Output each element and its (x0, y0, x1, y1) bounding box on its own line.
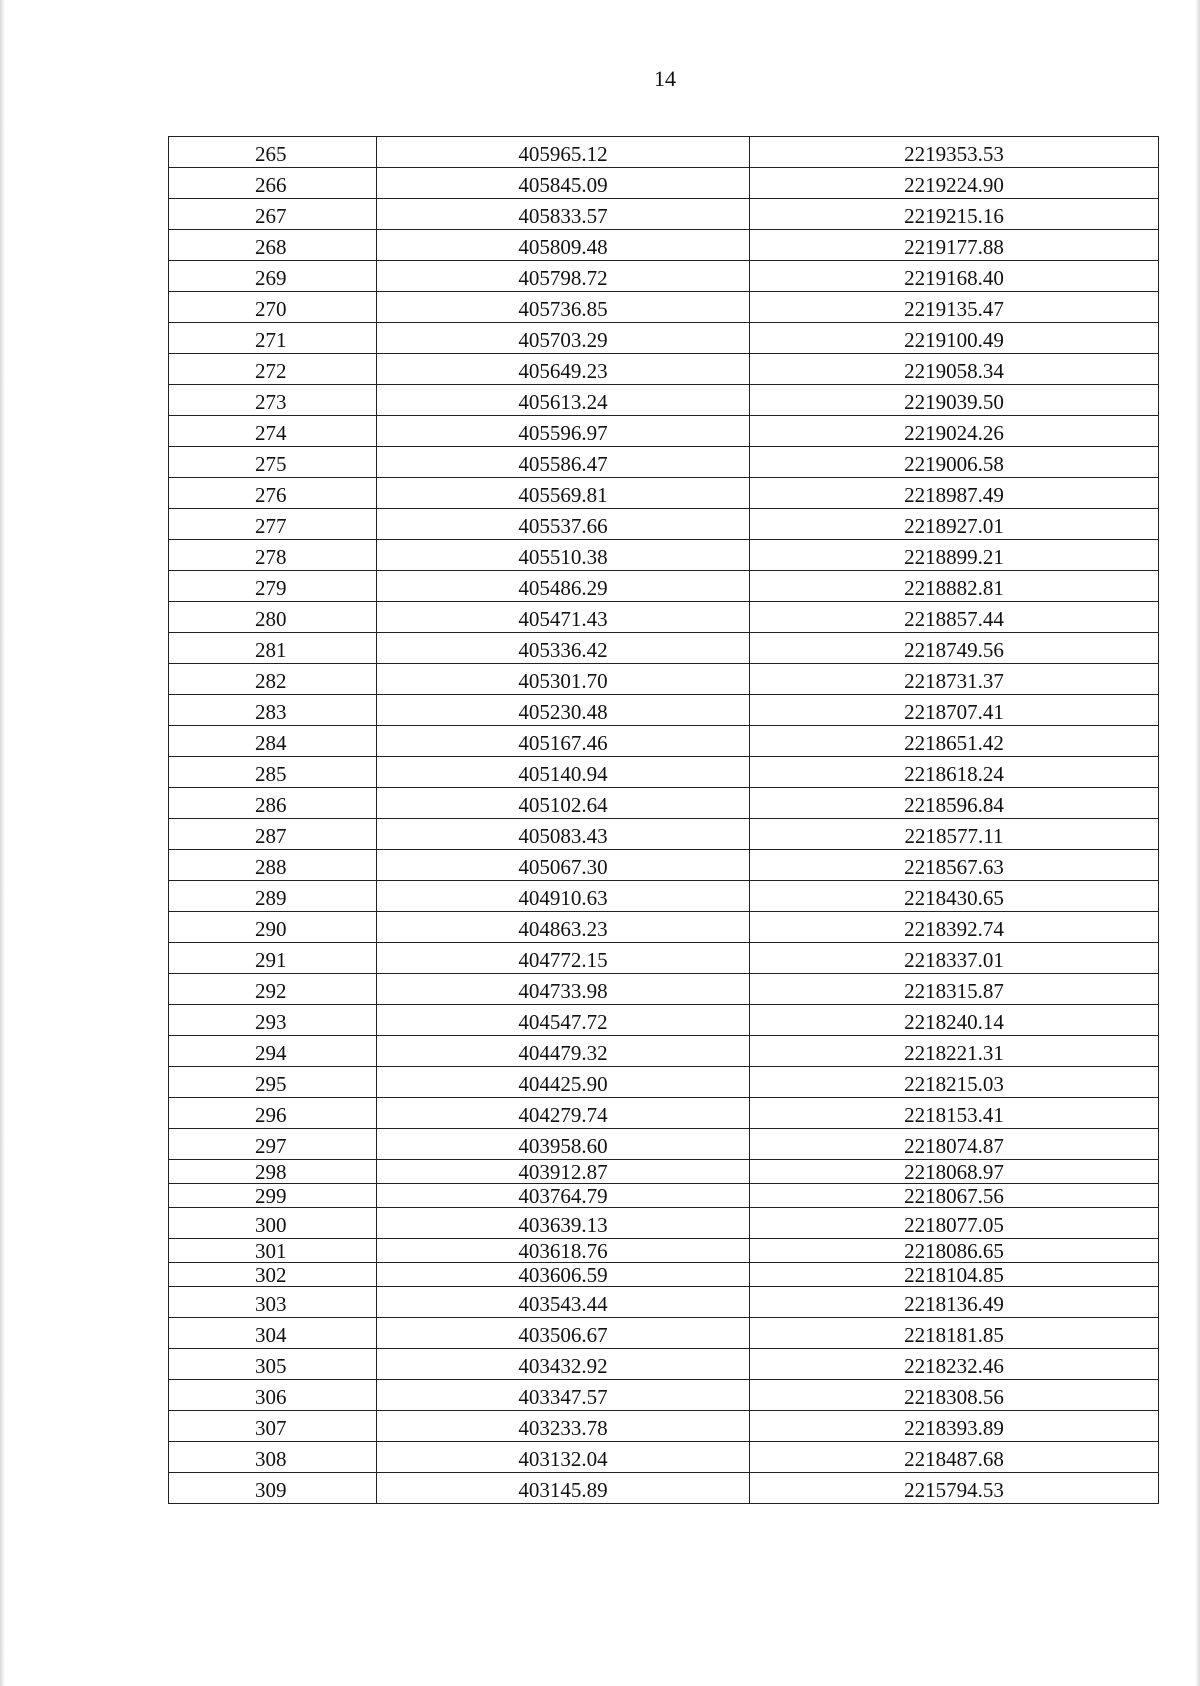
y-coordinate-cell: 2219135.47 (750, 292, 1159, 323)
point-number-cell: 274 (169, 416, 377, 447)
table-row (169, 943, 1159, 974)
y-coordinate-cell: 2218618.24 (750, 757, 1159, 788)
table-row (169, 974, 1159, 1005)
y-coordinate-cell: 2218315.87 (750, 974, 1159, 1005)
y-coordinate-cell: 2219006.58 (750, 447, 1159, 478)
table-row (169, 1184, 1159, 1208)
table-row (169, 1263, 1159, 1287)
table-row (169, 1208, 1159, 1239)
table-row (169, 1239, 1159, 1263)
x-coordinate-cell: 405569.81 (377, 478, 750, 509)
point-number-cell: 265 (169, 137, 377, 168)
table-row (169, 230, 1159, 261)
x-coordinate-cell: 405140.94 (377, 757, 750, 788)
x-coordinate-cell: 403506.67 (377, 1318, 750, 1349)
table-row (169, 1160, 1159, 1184)
table-row (169, 323, 1159, 354)
y-coordinate-cell: 2218651.42 (750, 726, 1159, 757)
y-coordinate-cell: 2219039.50 (750, 385, 1159, 416)
x-coordinate-cell: 405301.70 (377, 664, 750, 695)
table-row (169, 1098, 1159, 1129)
y-coordinate-cell: 2218927.01 (750, 509, 1159, 540)
point-number-cell: 267 (169, 199, 377, 230)
x-coordinate-cell: 403618.76 (377, 1239, 750, 1263)
x-coordinate-cell: 405471.43 (377, 602, 750, 633)
x-coordinate-cell: 403958.60 (377, 1129, 750, 1160)
x-coordinate-cell: 404772.15 (377, 943, 750, 974)
point-number-cell: 282 (169, 664, 377, 695)
table-row (169, 1005, 1159, 1036)
point-number-cell: 266 (169, 168, 377, 199)
point-number-cell: 304 (169, 1318, 377, 1349)
x-coordinate-cell: 405596.97 (377, 416, 750, 447)
point-number-cell: 285 (169, 757, 377, 788)
point-number-cell: 276 (169, 478, 377, 509)
x-coordinate-cell: 403543.44 (377, 1287, 750, 1318)
table-row (169, 726, 1159, 757)
y-coordinate-cell: 2218392.74 (750, 912, 1159, 943)
y-coordinate-cell: 2219058.34 (750, 354, 1159, 385)
x-coordinate-cell: 405833.57 (377, 199, 750, 230)
y-coordinate-cell: 2218068.97 (750, 1160, 1159, 1184)
point-number-cell: 286 (169, 788, 377, 819)
table-row (169, 447, 1159, 478)
point-number-cell: 308 (169, 1442, 377, 1473)
y-coordinate-cell: 2218077.05 (750, 1208, 1159, 1239)
point-number-cell: 289 (169, 881, 377, 912)
y-coordinate-cell: 2218221.31 (750, 1036, 1159, 1067)
table-row (169, 1036, 1159, 1067)
y-coordinate-cell: 2218308.56 (750, 1380, 1159, 1411)
y-coordinate-cell: 2218393.89 (750, 1411, 1159, 1442)
table-row (169, 788, 1159, 819)
x-coordinate-cell: 403233.78 (377, 1411, 750, 1442)
y-coordinate-cell: 2218882.81 (750, 571, 1159, 602)
x-coordinate-cell: 405510.38 (377, 540, 750, 571)
scan-edge-left (0, 0, 5, 1686)
point-number-cell: 297 (169, 1129, 377, 1160)
table-row (169, 602, 1159, 633)
table-row (169, 633, 1159, 664)
y-coordinate-cell: 2218899.21 (750, 540, 1159, 571)
table-row (169, 819, 1159, 850)
x-coordinate-cell: 405586.47 (377, 447, 750, 478)
x-coordinate-cell: 405537.66 (377, 509, 750, 540)
y-coordinate-cell: 2218707.41 (750, 695, 1159, 726)
point-number-cell: 271 (169, 323, 377, 354)
x-coordinate-cell: 403912.87 (377, 1160, 750, 1184)
point-number-cell: 303 (169, 1287, 377, 1318)
point-number-cell: 270 (169, 292, 377, 323)
y-coordinate-cell: 2218749.56 (750, 633, 1159, 664)
x-coordinate-cell: 404863.23 (377, 912, 750, 943)
y-coordinate-cell: 2219177.88 (750, 230, 1159, 261)
coordinate-table-body (169, 137, 1159, 1504)
point-number-cell: 300 (169, 1208, 377, 1239)
table-row (169, 571, 1159, 602)
table-row (169, 1411, 1159, 1442)
table-row (169, 664, 1159, 695)
x-coordinate-cell: 405965.12 (377, 137, 750, 168)
point-number-cell: 305 (169, 1349, 377, 1380)
y-coordinate-cell: 2218857.44 (750, 602, 1159, 633)
point-number-cell: 299 (169, 1184, 377, 1208)
y-coordinate-cell: 2218987.49 (750, 478, 1159, 509)
y-coordinate-cell: 2218487.68 (750, 1442, 1159, 1473)
x-coordinate-cell: 405067.30 (377, 850, 750, 881)
point-number-cell: 269 (169, 261, 377, 292)
y-coordinate-cell: 2218181.85 (750, 1318, 1159, 1349)
table-row (169, 1473, 1159, 1504)
y-coordinate-cell: 2218232.46 (750, 1349, 1159, 1380)
x-coordinate-cell: 403432.92 (377, 1349, 750, 1380)
point-number-cell: 301 (169, 1239, 377, 1263)
table-row (169, 1067, 1159, 1098)
y-coordinate-cell: 2219168.40 (750, 261, 1159, 292)
point-number-cell: 292 (169, 974, 377, 1005)
y-coordinate-cell: 2218596.84 (750, 788, 1159, 819)
table-row (169, 354, 1159, 385)
table-row (169, 695, 1159, 726)
table-row (169, 1318, 1159, 1349)
x-coordinate-cell: 405102.64 (377, 788, 750, 819)
point-number-cell: 302 (169, 1263, 377, 1287)
table-row (169, 261, 1159, 292)
table-row (169, 850, 1159, 881)
y-coordinate-cell: 2219215.16 (750, 199, 1159, 230)
point-number-cell: 290 (169, 912, 377, 943)
x-coordinate-cell: 405230.48 (377, 695, 750, 726)
x-coordinate-cell: 404547.72 (377, 1005, 750, 1036)
table-row (169, 1287, 1159, 1318)
y-coordinate-cell: 2218104.85 (750, 1263, 1159, 1287)
coordinate-table (168, 136, 1159, 1504)
x-coordinate-cell: 405809.48 (377, 230, 750, 261)
point-number-cell: 283 (169, 695, 377, 726)
point-number-cell: 280 (169, 602, 377, 633)
y-coordinate-cell: 2218086.65 (750, 1239, 1159, 1263)
x-coordinate-cell: 403145.89 (377, 1473, 750, 1504)
x-coordinate-cell: 404425.90 (377, 1067, 750, 1098)
x-coordinate-cell: 404910.63 (377, 881, 750, 912)
point-number-cell: 279 (169, 571, 377, 602)
y-coordinate-cell: 2218731.37 (750, 664, 1159, 695)
y-coordinate-cell: 2218240.14 (750, 1005, 1159, 1036)
point-number-cell: 307 (169, 1411, 377, 1442)
x-coordinate-cell: 404279.74 (377, 1098, 750, 1129)
x-coordinate-cell: 404733.98 (377, 974, 750, 1005)
point-number-cell: 281 (169, 633, 377, 664)
table-row (169, 199, 1159, 230)
point-number-cell: 278 (169, 540, 377, 571)
table-row (169, 912, 1159, 943)
table-row (169, 1442, 1159, 1473)
table-row (169, 1349, 1159, 1380)
y-coordinate-cell: 2218067.56 (750, 1184, 1159, 1208)
point-number-cell: 275 (169, 447, 377, 478)
point-number-cell: 287 (169, 819, 377, 850)
x-coordinate-cell: 405798.72 (377, 261, 750, 292)
x-coordinate-cell: 405486.29 (377, 571, 750, 602)
table-row (169, 509, 1159, 540)
point-number-cell: 294 (169, 1036, 377, 1067)
x-coordinate-cell: 403347.57 (377, 1380, 750, 1411)
point-number-cell: 298 (169, 1160, 377, 1184)
point-number-cell: 295 (169, 1067, 377, 1098)
table-row (169, 137, 1159, 168)
point-number-cell: 288 (169, 850, 377, 881)
table-row (169, 416, 1159, 447)
x-coordinate-cell: 403132.04 (377, 1442, 750, 1473)
table-row (169, 1380, 1159, 1411)
y-coordinate-cell: 2218567.63 (750, 850, 1159, 881)
y-coordinate-cell: 2219024.26 (750, 416, 1159, 447)
table-row (169, 168, 1159, 199)
y-coordinate-cell: 2218577.11 (750, 819, 1159, 850)
y-coordinate-cell: 2218153.41 (750, 1098, 1159, 1129)
x-coordinate-cell: 403606.59 (377, 1263, 750, 1287)
y-coordinate-cell: 2218136.49 (750, 1287, 1159, 1318)
x-coordinate-cell: 403764.79 (377, 1184, 750, 1208)
point-number-cell: 273 (169, 385, 377, 416)
point-number-cell: 272 (169, 354, 377, 385)
y-coordinate-cell: 2219100.49 (750, 323, 1159, 354)
table-row (169, 478, 1159, 509)
x-coordinate-cell: 405649.23 (377, 354, 750, 385)
x-coordinate-cell: 403639.13 (377, 1208, 750, 1239)
table-row (169, 757, 1159, 788)
y-coordinate-cell: 2218215.03 (750, 1067, 1159, 1098)
table-row (169, 540, 1159, 571)
point-number-cell: 296 (169, 1098, 377, 1129)
point-number-cell: 268 (169, 230, 377, 261)
scan-edge-right (1195, 0, 1200, 1686)
point-number-cell: 277 (169, 509, 377, 540)
page-number: 14 (654, 66, 676, 91)
table-row (169, 881, 1159, 912)
y-coordinate-cell: 2218430.65 (750, 881, 1159, 912)
point-number-cell: 293 (169, 1005, 377, 1036)
x-coordinate-cell: 405167.46 (377, 726, 750, 757)
x-coordinate-cell: 405613.24 (377, 385, 750, 416)
point-number-cell: 309 (169, 1473, 377, 1504)
x-coordinate-cell: 405736.85 (377, 292, 750, 323)
table-row (169, 1129, 1159, 1160)
x-coordinate-cell: 405703.29 (377, 323, 750, 354)
y-coordinate-cell: 2215794.53 (750, 1473, 1159, 1504)
x-coordinate-cell: 405336.42 (377, 633, 750, 664)
y-coordinate-cell: 2219224.90 (750, 168, 1159, 199)
point-number-cell: 306 (169, 1380, 377, 1411)
x-coordinate-cell: 405845.09 (377, 168, 750, 199)
table-row (169, 292, 1159, 323)
table-row (169, 385, 1159, 416)
point-number-cell: 291 (169, 943, 377, 974)
y-coordinate-cell: 2218074.87 (750, 1129, 1159, 1160)
point-number-cell: 284 (169, 726, 377, 757)
y-coordinate-cell: 2219353.53 (750, 137, 1159, 168)
x-coordinate-cell: 405083.43 (377, 819, 750, 850)
x-coordinate-cell: 404479.32 (377, 1036, 750, 1067)
y-coordinate-cell: 2218337.01 (750, 943, 1159, 974)
